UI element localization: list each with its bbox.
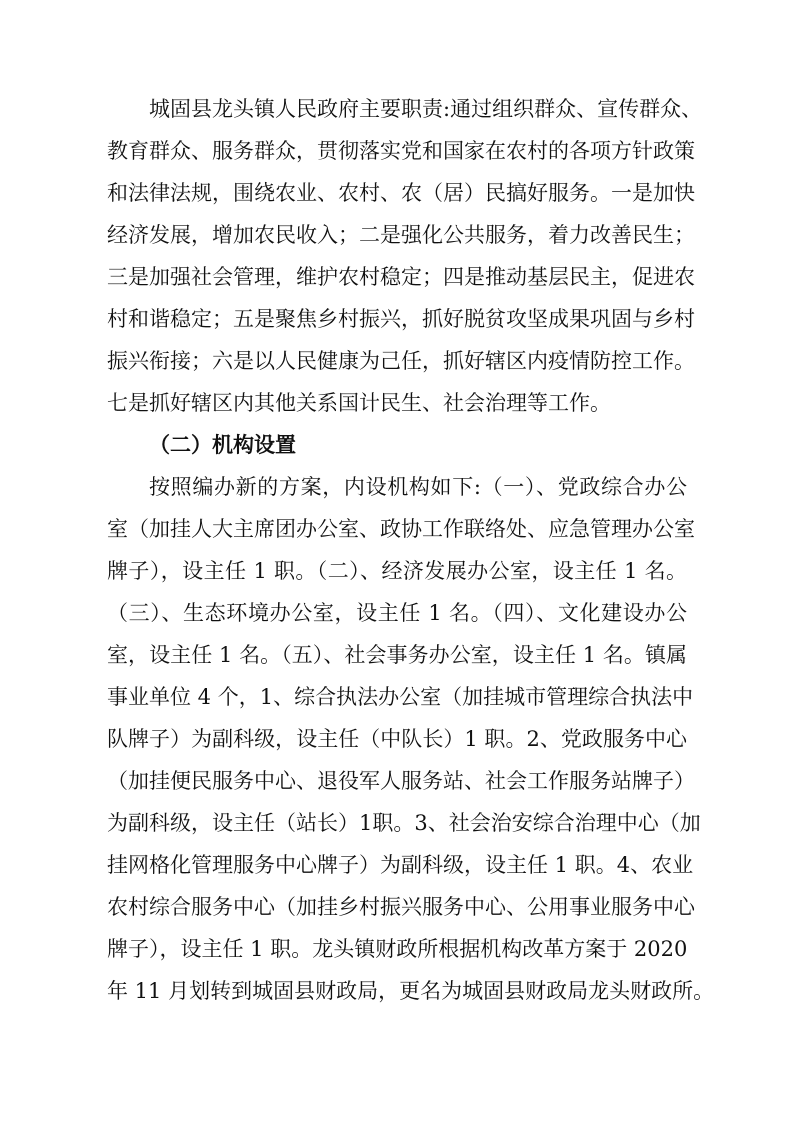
paragraph-2-line-2: 室（加挂人大主席团办公室、政协工作联络处、应急管理办公室 <box>107 517 695 541</box>
section-heading: （二）机构设置 <box>149 433 296 457</box>
paragraph-2-line-13: 年 11 月划转到城固县财政局，更名为城固县财政局龙头财政所。 <box>107 979 715 1003</box>
paragraph-2-line-4: （三）、生态环境办公室，设主任 1 名。（四）、文化建设办公 <box>107 601 687 625</box>
paragraph-2-line-12: 牌子），设主任 1 职。龙头镇财政所根据机构改革方案于 2020 <box>107 937 688 961</box>
paragraph-2-line-8: （加挂便民服务中心、退役军人服务站、社会工作服务站牌子） <box>107 769 695 793</box>
paragraph-1-line-2: 教育群众、服务群众，贯彻落实党和国家在农村的各项方针政策 <box>107 139 695 163</box>
paragraph-1-line-4: 经济发展，增加农民收入；二是强化公共服务，着力改善民生； <box>107 223 695 247</box>
paragraph-2-line-1: 按照编办新的方案，内设机构如下:（一）、党政综合办公 <box>149 475 687 499</box>
paragraph-2-line-7: 队牌子）为副科级，设主任（中队长）1 职。2、党政服务中心 <box>107 727 687 751</box>
paragraph-1-line-1: 城固县龙头镇人民政府主要职责:通过组织群众、宣传群众、 <box>149 97 703 121</box>
paragraph-2-line-6: 事业单位 4 个，1、综合执法办公室（加挂城市管理综合执法中 <box>107 685 694 709</box>
paragraph-1-line-5: 三是加强社会管理，维护农村稳定；四是推动基层民主，促进农 <box>107 265 695 289</box>
paragraph-1-line-6: 村和谐稳定；五是聚焦乡村振兴，抓好脱贫攻坚成果巩固与乡村 <box>107 307 695 331</box>
paragraph-2-line-9: 为副科级，设主任（站长）1职。3、社会治安综合治理中心（加 <box>107 811 701 835</box>
paragraph-1-line-8: 七是抓好辖区内其他关系国计民生、社会治理等工作。 <box>107 391 611 415</box>
paragraph-1-line-3: 和法律法规，围绕农业、农村、农（居）民搞好服务。一是加快 <box>107 181 695 205</box>
paragraph-2-line-5: 室，设主任 1 名。（五）、社会事务办公室，设主任 1 名。镇属 <box>107 643 687 667</box>
paragraph-2-line-10: 挂网格化管理服务中心牌子）为副科级，设主任 1 职。4、农业 <box>107 853 694 877</box>
paragraph-1-line-7: 振兴衔接；六是以人民健康为己任，抓好辖区内疫情防控工作。 <box>107 349 695 373</box>
paragraph-2-line-11: 农村综合服务中心（加挂乡村振兴服务中心、公用事业服务中心 <box>107 895 695 919</box>
paragraph-2-line-3: 牌子），设主任 1 职。（二）、经济发展办公室，设主任 1 名。 <box>107 559 687 583</box>
